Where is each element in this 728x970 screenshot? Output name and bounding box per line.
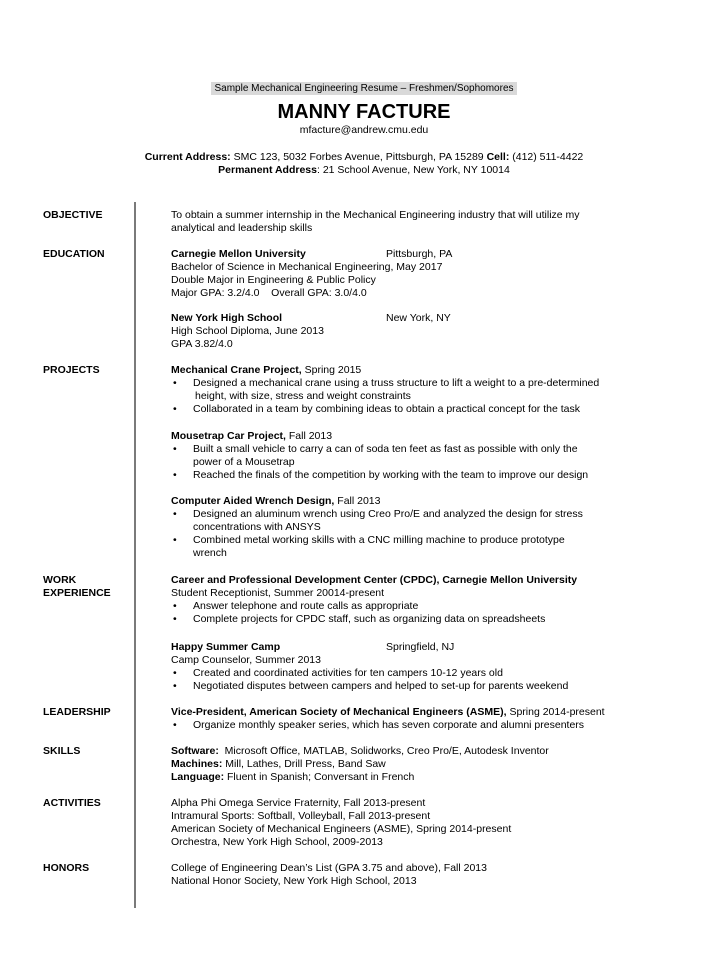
permanent-address — [0, 164, 728, 177]
honors-block — [171, 862, 676, 888]
list-item — [171, 613, 676, 626]
degree: Bachelor of Science in Mechanical Engineering, May 2017 — [171, 261, 443, 273]
project-title: Mechanical Crane Project, — [171, 364, 302, 376]
list-item: Orchestra, New York High School, 2009-2013 — [171, 836, 383, 848]
job-title: Career and Professional Development Center (CPDC), Carnegie Mellon University — [171, 574, 578, 586]
bullet-icon: • — [173, 443, 177, 455]
bullet-text: Combined metal working skills with a CNC milling machine to produce prototype — [193, 534, 565, 546]
job-role: Student Receptionist, Summer 20014-present — [171, 587, 385, 599]
leadership-title: Vice-President, American Society of Mechanical Engineers (ASME), — [171, 706, 507, 718]
bullet-text: Designed a mechanical crane using a truss structure to lift a weight to a pre-determined — [193, 377, 600, 389]
bullet-text: Answer telephone and route calls as appropriate — [193, 600, 419, 612]
school-name: Carnegie Mellon University — [171, 248, 306, 260]
project-date: Fall 2013 — [334, 495, 381, 507]
project-title: Mousetrap Car Project, — [171, 430, 286, 442]
bullet-text: concentrations with ANSYS — [193, 521, 321, 533]
bullet-text: power of a Mousetrap — [193, 456, 295, 468]
leadership-asme — [171, 706, 691, 732]
list-item-cont — [171, 547, 676, 560]
section-experience: EXPERIENCE — [43, 587, 111, 599]
vertical-divider — [134, 202, 136, 908]
bullet-icon: • — [173, 680, 177, 692]
list-item: National Honor Society, New York High School, 2013 — [171, 875, 417, 887]
cell-label: Cell: — [486, 151, 510, 163]
section-education: EDUCATION — [43, 248, 105, 260]
job-role: Camp Counselor, Summer 2013 — [171, 654, 321, 666]
job-location: Springfield, NJ — [386, 641, 455, 653]
bullet-text: Reached the finals of the competition by working with the team to improve our design — [193, 469, 589, 481]
bullet-icon: • — [173, 667, 177, 679]
bullet-icon: • — [173, 719, 177, 731]
bullet-text: Designed an aluminum wrench using Creo Pro/E and analyzed the design for stress — [193, 508, 583, 520]
permanent-address-value: : 21 School Avenue, New York, NY 10014 — [316, 164, 510, 176]
list-item — [171, 403, 676, 416]
list-item: Intramural Sports: Softball, Volleyball, Fall 2013-present — [171, 810, 431, 822]
major: Double Major in Engineering & Public Policy — [171, 274, 376, 286]
objective-line: To obtain a summer internship in the Mechanical Engineering industry that will utilize my — [171, 209, 580, 221]
list-item: Alpha Phi Omega Service Fraternity, Fall 2013-present — [171, 797, 426, 809]
gpa: GPA 3.82/4.0 — [171, 338, 233, 350]
list-item — [171, 667, 676, 680]
bullet-icon: • — [173, 613, 177, 625]
email: mfacture@andrew.cmu.edu — [299, 124, 429, 136]
leadership-date: Spring 2014-present — [506, 706, 605, 718]
diploma: High School Diploma, June 2013 — [171, 325, 324, 337]
bullet-text: height, with size, stress and weight constraints — [195, 390, 411, 402]
bullet-icon: • — [173, 469, 177, 481]
bullet-text: Created and coordinated activities for ten campers 10-12 years old — [193, 667, 503, 679]
bullet-icon: • — [173, 534, 177, 546]
list-item-cont — [171, 456, 676, 469]
project-title: Computer Aided Wrench Design, — [171, 495, 335, 507]
bullet-icon: • — [173, 600, 177, 612]
language-value: Fluent in Spanish; Conversant in French — [224, 771, 415, 783]
list-item — [171, 719, 691, 732]
software-label: Software: — [171, 745, 219, 757]
project-crane — [171, 364, 676, 416]
banner-text: Sample Mechanical Engineering Resume – Freshmen/Sophomores — [211, 82, 516, 95]
bullet-icon: • — [173, 403, 177, 415]
current-address-value: SMC 123, 5032 Forbes Avenue, Pittsburgh, PA 15289 — [233, 151, 484, 163]
section-skills: SKILLS — [43, 745, 81, 757]
bullet-text: Organize monthly speaker series, which has seven corporate and alumni presenters — [193, 719, 585, 731]
gpa: Major GPA: 3.2/4.0 Overall GPA: 3.0/4.0 — [171, 287, 367, 299]
bullet-icon: • — [173, 508, 177, 520]
bullet-text: Negotiated disputes between campers and helped to set-up for parents weekend — [193, 680, 569, 692]
page-title: MANNY FACTURE — [277, 101, 451, 123]
project-wrench — [171, 495, 676, 560]
work-camp — [171, 641, 676, 693]
list-item: College of Engineering Dean’s List (GPA 3.75 and above), Fall 2013 — [171, 862, 487, 874]
section-activities: ACTIVITIES — [43, 797, 101, 809]
section-objective: OBJECTIVE — [43, 209, 103, 221]
language-label: Language: — [171, 771, 225, 783]
permanent-address-label: Permanent Address — [218, 164, 317, 176]
bullet-text: wrench — [193, 547, 227, 559]
machines-label: Machines: — [171, 758, 223, 770]
bullet-icon: • — [173, 377, 177, 389]
section-leadership: LEADERSHIP — [43, 706, 111, 718]
current-address — [0, 151, 728, 164]
objective-text — [171, 209, 676, 235]
list-item: American Society of Mechanical Engineers (ASME), Spring 2014-present — [171, 823, 512, 835]
cell-value: (412) 511-4422 — [512, 151, 584, 163]
current-address-label: Current Address: — [144, 151, 231, 163]
project-date: Spring 2015 — [301, 364, 362, 376]
education-nyhs — [171, 312, 676, 351]
section-work: WORK — [43, 574, 77, 586]
school-location: Pittsburgh, PA — [386, 248, 453, 260]
software-value: Microsoft Office, MATLAB, Solidworks, Creo Pro/E, Autodesk Inventor — [218, 745, 549, 757]
list-item — [171, 508, 676, 521]
list-item-cont — [171, 390, 676, 403]
list-item — [171, 534, 676, 547]
list-item — [171, 443, 676, 456]
project-date: Fall 2013 — [285, 430, 333, 442]
activities-block — [171, 797, 676, 849]
work-cpdc — [171, 574, 676, 626]
section-projects: PROJECTS — [43, 364, 100, 376]
school-name: New York High School — [171, 312, 283, 324]
list-item — [171, 600, 676, 613]
list-item-cont — [171, 521, 676, 534]
objective-line: analytical and leadership skills — [171, 222, 313, 234]
bullet-text: Collaborated in a team by combining ideas to obtain a practical concept for the task — [193, 403, 580, 415]
list-item — [171, 377, 676, 390]
list-item — [171, 469, 676, 482]
school-location: New York, NY — [386, 312, 451, 324]
bullet-text: Complete projects for CPDC staff, such as organizing data on spreadsheets — [193, 613, 546, 625]
banner — [0, 82, 728, 95]
skills-block — [171, 745, 676, 784]
bullet-text: Built a small vehicle to carry a can of soda ten feet as fast as possible with only the — [193, 443, 578, 455]
machines-value: Mill, Lathes, Drill Press, Band Saw — [222, 758, 386, 770]
list-item — [171, 680, 676, 693]
education-cmu — [171, 248, 676, 300]
project-mousetrap — [171, 430, 676, 482]
section-honors: HONORS — [43, 862, 90, 874]
job-title: Happy Summer Camp — [171, 641, 281, 653]
